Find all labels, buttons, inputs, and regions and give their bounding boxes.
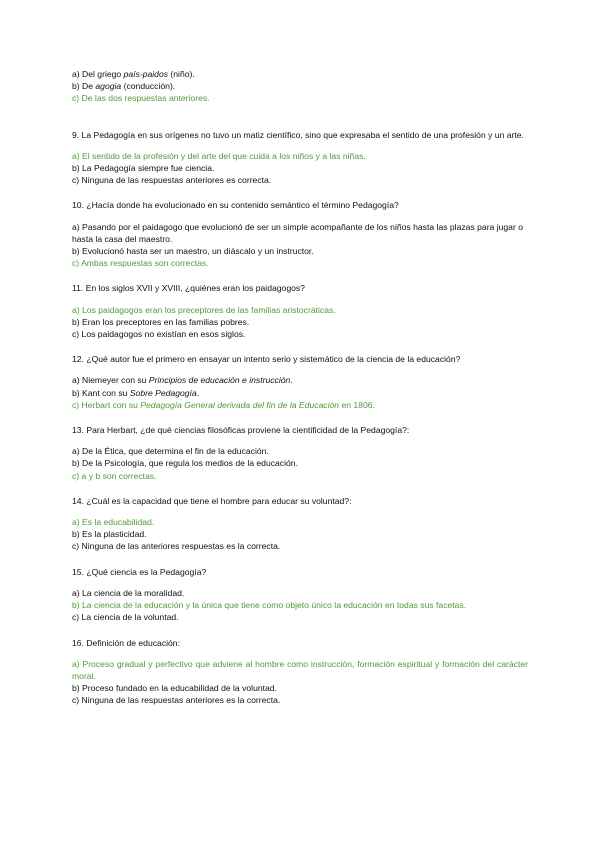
- question-14: 14. ¿Cuál es la capacidad que tiene el hombre para educar su voluntad?:: [72, 495, 352, 506]
- document-page: [72, 68, 528, 720]
- option-a: a) La ciencia de la moralidad.: [72, 587, 185, 598]
- option-c-correct: c) Ambas respuestas son correctas.: [72, 258, 209, 269]
- question-10-block: [72, 199, 528, 269]
- option-c: c) Ninguna de las respuestas anteriores es correcta.: [72, 175, 272, 186]
- option-c: c) La ciencia de la voluntad.: [72, 612, 179, 623]
- question-13-block: [72, 424, 528, 482]
- question-13: 13. Para Herbart, ¿de qué ciencias filosóficas proviene la cientificidad de la Pedagogía?:: [72, 425, 410, 436]
- option-a: a) Niemeyer con su Principios de educación e instrucción.: [72, 375, 293, 386]
- option-b: b) Eran los preceptores en las familias pobres.: [72, 316, 250, 327]
- intro-answers: [72, 68, 528, 105]
- option-b: b) Es la plasticidad.: [72, 529, 147, 540]
- question-15: 15. ¿Qué ciencia es la Pedagogía?: [72, 566, 207, 577]
- question-11: 11. En los siglos XVII y XVIII, ¿quiénes eran los paidagogos?: [72, 283, 305, 294]
- question-16-block: [72, 637, 528, 707]
- option-c: c) Ninguna de las respuestas anteriores es la correcta.: [72, 695, 281, 706]
- option-b: b) De agogia (conducción).: [72, 81, 176, 92]
- option-b-correct: b) La ciencia de la educación y la única que tiene como objeto único la educación en todas sus facetas.: [72, 600, 467, 611]
- option-a: a) Del griego país-paidos (niño).: [72, 69, 195, 79]
- option-a-correct: a) Proceso gradual y perfectivo que adviene al hombre como instrucción, formación espiritual y formación del carácter moral.: [72, 658, 528, 681]
- option-b: b) Proceso fundado en la educabilidad de la voluntad.: [72, 683, 277, 694]
- option-c-correct: c) a y b son correctas.: [72, 470, 157, 481]
- question-16: 16. Definición de educación:: [72, 637, 180, 648]
- option-b: b) De la Psicología, que regula los medios de la educación.: [72, 458, 298, 469]
- question-9: 9. La Pedagogía en sus orígenes no tuvo un matiz científico, sino que expresaba el sentido de una profesión y un arte.: [72, 129, 524, 140]
- question-10: 10. ¿Hacía donde ha evolucionado en su contenido semántico el término Pedagogía?: [72, 200, 399, 211]
- option-a: a) De la Ética, que determina el fin de la educación.: [72, 446, 269, 457]
- question-12-block: [72, 353, 528, 411]
- option-c: c) Ninguna de las anteriores respuestas es la correcta.: [72, 541, 281, 552]
- option-b: b) La Pedagogía siempre fue ciencia.: [72, 163, 215, 174]
- option-a-correct: a) Los paidagogos eran los preceptores de las familias aristocráticas.: [72, 304, 336, 315]
- option-a-correct: a) El sentido de la profesión y del arte del que cuida a los niños y a las niñas.: [72, 150, 366, 161]
- option-a-correct: a) Es la educabilidad.: [72, 517, 155, 528]
- option-c-correct: c) Herbart con su Pedagogía General derivada del fin de la Educación en 1806.: [72, 399, 375, 410]
- question-14-block: [72, 495, 528, 553]
- option-c: c) Los paidagogos no existían en esos siglos.: [72, 329, 246, 340]
- question-12: 12. ¿Qué autor fue el primero en ensayar un intento serio y sistemático de la ciencia de la educación?: [72, 354, 461, 365]
- question-9-block: [72, 129, 528, 187]
- option-b: b) Kant con su Sobre Pedagogía.: [72, 387, 200, 398]
- option-a: a) Pasando por el paidagogo que evolucionó de ser un simple acompañante de los niños hasta las plazas para jugar o hasta la casa del maestro.: [72, 221, 523, 244]
- option-c-correct: c) De las dos respuestas anteriores.: [72, 93, 210, 104]
- option-b: b) Evolucionó hasta ser un maestro, un diáscalo y un instructor.: [72, 246, 314, 257]
- question-15-block: [72, 566, 528, 624]
- question-11-block: [72, 282, 528, 340]
